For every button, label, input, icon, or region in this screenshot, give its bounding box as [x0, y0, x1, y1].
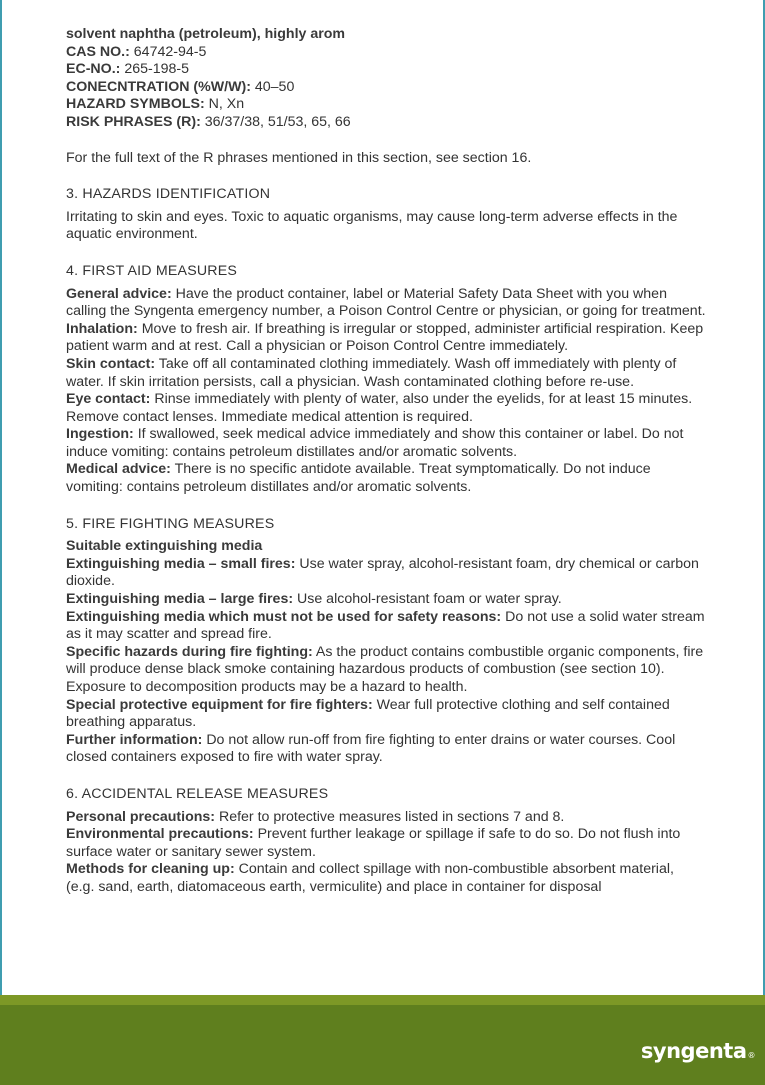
item-text: Wear full protective clothing and self contained breathing apparatus. — [66, 696, 670, 731]
cas-number-line — [66, 44, 706, 62]
item-label: Methods for cleaning up: — [66, 861, 235, 878]
item-label: Specific hazards during fire fighting: — [66, 643, 313, 660]
first-aid-item — [66, 461, 706, 496]
item-label: Extinguishing media – small fires: — [66, 555, 296, 572]
registered-mark: ® — [747, 1051, 755, 1060]
risk-phrases-value: 36/37/38, 51/53, 65, 66 — [204, 113, 351, 130]
fire-item — [66, 609, 706, 644]
risk-phrases-label: RISK PHRASES (R): — [66, 113, 201, 130]
section-title: 3. HAZARDS IDENTIFICATION — [66, 186, 271, 203]
footer-accent-band — [0, 995, 765, 1005]
first-aid-item — [66, 426, 706, 461]
fire-item — [66, 697, 706, 732]
hazard-symbols-value: N, Xn — [208, 96, 245, 113]
accidental-release-section — [66, 786, 706, 897]
syngenta-logo — [641, 1039, 755, 1063]
release-item — [66, 826, 706, 861]
first-aid-item — [66, 321, 706, 356]
item-text: Prevent further leakage or spillage if safe to do so. Do not flush into surface water or sanitary sewer system. — [66, 826, 681, 860]
cas-label: CAS NO.: — [66, 43, 130, 60]
item-text: If swallowed, seek medical advice immediately and show this container or label. Do not induce vomiting: contains petroleum distillates and/or aromatic solvents. — [66, 426, 684, 460]
ec-number-line — [66, 61, 706, 79]
item-text: Take off all contaminated clothing immediately. Wash off immediately with plenty of water. If skin irritation persists, call a physician. Wash contaminated clothing before re-use. — [66, 355, 677, 390]
item-label: Extinguishing media which must not be used for safety reasons: — [66, 608, 502, 625]
item-text: Rinse immediately with plenty of water, also under the eyelids, for at least 15 minutes. Remove contact lenses. Immediate medical attention is required. — [66, 391, 693, 425]
cas-value: 64742-94-5 — [133, 43, 207, 60]
section-title: 6. ACCIDENTAL RELEASE MEASURES — [66, 785, 329, 802]
section-title: 5. FIRE FIGHTING MEASURES — [66, 515, 275, 532]
page-edge-left — [0, 0, 2, 1085]
item-label: Further information: — [66, 731, 203, 748]
fire-item — [66, 591, 706, 609]
concentration-label: CONECNTRATION (%W/W): — [66, 78, 251, 95]
ec-value: 265-198-5 — [124, 61, 190, 78]
item-text: As the product contains combustible organic components, fire will produce dense black smoke containing hazardous products of combustion (see section 10). Exposure to decomposition products may be a hazard to health. — [66, 643, 704, 695]
footer-band — [0, 1005, 765, 1085]
hazard-symbols-label: HAZARD SYMBOLS: — [66, 96, 205, 113]
fire-item — [66, 644, 706, 697]
release-item — [66, 861, 706, 896]
release-item — [66, 809, 706, 827]
item-text: Use water spray, alcohol-resistant foam, dry chemical or carbon dioxide. — [66, 555, 699, 590]
risk-phrases-line — [66, 114, 706, 132]
item-text: Move to fresh air. If breathing is irregular or stopped, administer artificial respiration. Keep patient warm and at rest. Call a physician or Poison Control Centre immediately. — [66, 320, 704, 355]
item-label: Ingestion: — [66, 426, 134, 443]
item-text: Use alcohol-resistant foam or water spray. — [297, 591, 562, 608]
fire-item — [66, 732, 706, 767]
r-phrases-note: For the full text of the R phrases mentioned in this section, see section 16. — [66, 149, 532, 166]
item-label: General advice: — [66, 285, 172, 302]
item-label: Personal precautions: — [66, 808, 216, 825]
item-label: Extinguishing media – large fires: — [66, 591, 294, 608]
logo-wordmark: syngenta — [640, 1039, 747, 1063]
item-label: Skin contact: — [66, 355, 156, 372]
item-text: Do not allow run-off from fire fighting to enter drains or water courses. Cool closed containers exposed to fire with water spray. — [66, 731, 676, 766]
section-title: 4. FIRST AID MEASURES — [66, 262, 238, 279]
first-aid-item — [66, 391, 706, 426]
concentration-line — [66, 79, 706, 97]
ec-label: EC-NO.: — [66, 61, 121, 78]
item-text: Have the product container, label or Material Safety Data Sheet with you when calling the Syngenta emergency number, a Poison Control Centre or physician, or going for treatment. — [66, 285, 706, 320]
hazards-section — [66, 186, 706, 244]
item-label: Eye contact: — [66, 391, 151, 408]
item-text: Refer to protective measures listed in sections 7 and 8. — [218, 808, 565, 825]
item-label: Environmental precautions: — [66, 826, 254, 843]
fire-fighting-section — [66, 516, 706, 767]
item-text: There is no specific antidote available. Treat symptomatically. Do not induce vomiting: contains petroleum distillates and/or aromatic solvents. — [66, 461, 651, 496]
item-label: Special protective equipment for fire fighters: — [66, 696, 373, 713]
item-label: Inhalation: — [66, 320, 138, 337]
document-body — [66, 26, 706, 897]
hazards-text: Irritating to skin and eyes. Toxic to aquatic organisms, may cause long-term adverse effects in the aquatic environment. — [66, 208, 678, 243]
item-text: Do not use a solid water stream as it may scatter and spread fire. — [66, 608, 705, 643]
product-name: solvent naphtha (petroleum), highly arom — [66, 26, 346, 42]
item-label: Medical advice: — [66, 461, 171, 478]
fire-subheading: Suitable extinguishing media — [66, 538, 263, 555]
composition-block — [66, 26, 706, 167]
first-aid-item — [66, 356, 706, 391]
hazard-symbols-line — [66, 96, 706, 114]
first-aid-item — [66, 286, 706, 321]
concentration-value: 40–50 — [254, 78, 295, 95]
item-text: Contain and collect spillage with non-combustible absorbent material, (e.g. sand, earth, diatomaceous earth, vermiculite) and place in container for disposal — [66, 861, 674, 895]
first-aid-section — [66, 263, 706, 497]
fire-item — [66, 556, 706, 591]
